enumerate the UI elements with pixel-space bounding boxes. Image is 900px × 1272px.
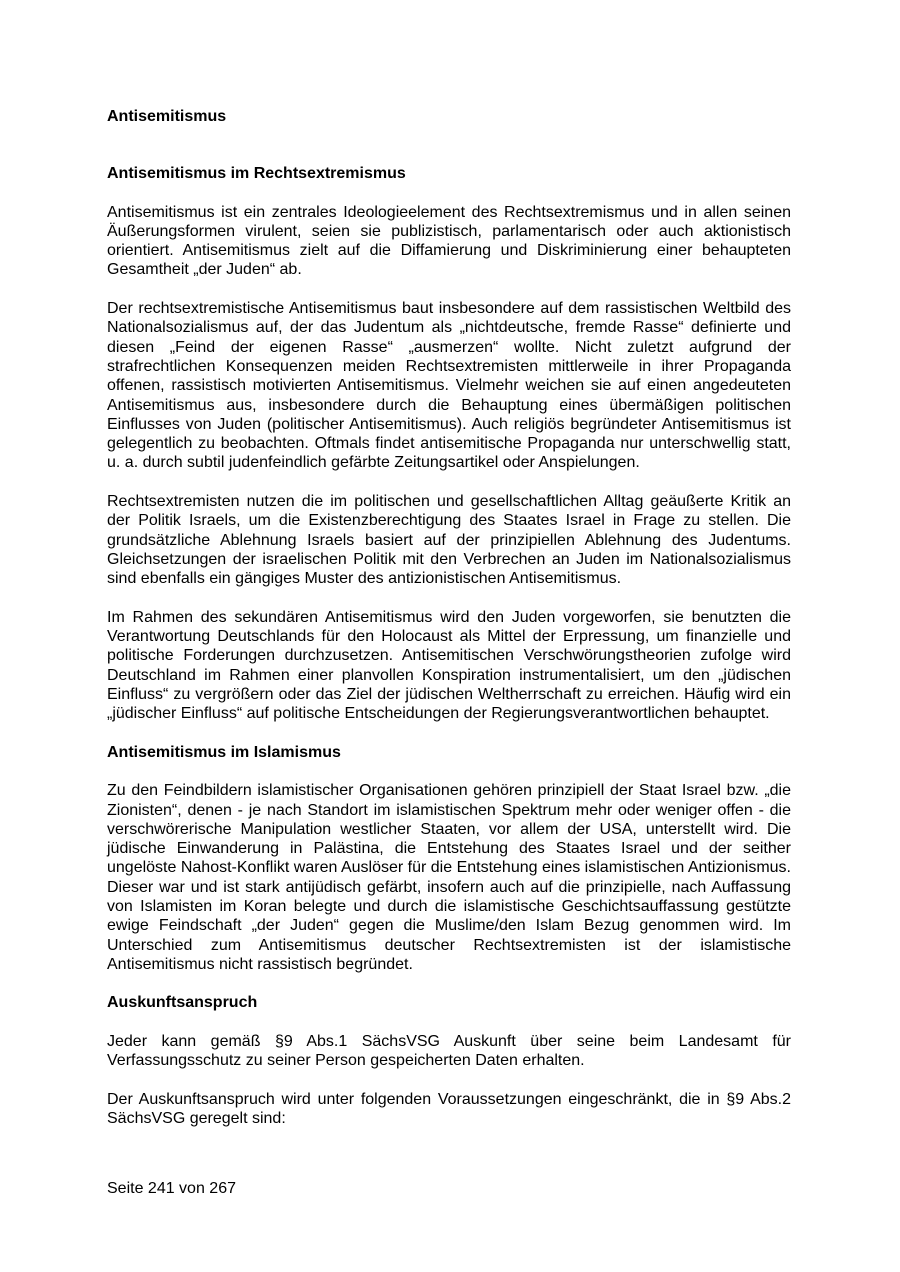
paragraph: Im Rahmen des sekundären Antisemitismus wird den Juden vorgeworfen, sie benutzten die Verantwortung Deutschlands für den Holocaust als Mittel der Erpressung, um finanzielle und politische Forderungen durchzusetzen. Antisemitischen Verschwörungstheorien zufolge wird Deutschland im Rahmen einer planvollen Konspiration instrumentalisiert, um den „jüdischen Einfluss“ zu vergrößern oder das Ziel der jüdischen Weltherrschaft zu erreichen. Häufig wird ein „jüdischer Einfluss“ auf politische Entscheidungen der Regierungsverantwortlichen behauptet. <box>107 608 791 723</box>
section-heading: Antisemitismus im Rechtsextremismus <box>107 165 406 183</box>
document-body <box>107 107 791 1148</box>
paragraph: Zu den Feindbildern islamistischer Organisationen gehören prinzipiell der Staat Israel bzw. „die Zionisten“, denen - je nach Standort im islamistischen Spektrum mehr oder weniger offen - die verschwörerische Manipulation westlicher Staaten, vor allem der USA, unterstellt wird. Die jüdische Einwanderung in Palästina, die Entstehung des Staates Israel und der seither ungelöste Nahost-Konflikt waren Auslöser für die Entstehung eines islamistischen Antizionismus. Dieser war und ist stark antijüdisch gefärbt, insofern auch auf die prinzipielle, nach Auffassung von Islamisten im Koran belegte und durch die islamistische Geschichtsauffassung gestützte ewige Feindschaft „der Juden“ gegen die Muslime/den Islam Bezug genommen wird. Im Unterschied zum Antisemitismus deutscher Rechtsextremisten ist der islamistische Antisemitismus nicht rassistisch begründet. <box>107 782 791 973</box>
paragraph: Antisemitismus ist ein zentrales Ideologieelement des Rechtsextremismus und in allen seinen Äußerungsformen virulent, seien sie publizistisch, parlamentarisch oder auch aktionistisch orientiert. Antisemitismus zielt auf die Diffamierung und Diskriminierung einer behaupteten Gesamtheit „der Juden“ ab. <box>107 203 791 279</box>
section-heading: Auskunftsanspruch <box>107 994 258 1012</box>
section-islamismus <box>107 743 791 974</box>
page-number-footer: Seite 241 von 267 <box>107 1180 236 1197</box>
section-auskunftsanspruch <box>107 993 791 1128</box>
paragraph: Der Auskunftsanspruch wird unter folgenden Voraussetzungen eingeschränkt, die in §9 Abs.2 SächsVSG geregelt sind: <box>107 1090 791 1127</box>
section-rechtsextremismus <box>107 164 791 723</box>
paragraph: Rechtsextremisten nutzen die im politischen und gesellschaftlichen Alltag geäußerte Kritik an der Politik Israels, um die Existenzberechtigung des Staates Israel in Frage zu stellen. Die grundsätzliche Ablehnung Israels basiert auf der prinzipiellen Ablehnung des Judentums. Gleichsetzungen der israelischen Politik mit den Verbrechen an Juden im Nationalsozialismus sind ebenfalls ein gängiges Muster des antizionistischen Antisemitismus. <box>107 493 791 588</box>
section-heading: Antisemitismus im Islamismus <box>107 743 341 761</box>
paragraph: Jeder kann gemäß §9 Abs.1 SächsVSG Auskunft über seine beim Landesamt für Verfassungsschutz zu seiner Person gespeicherten Daten erhalten. <box>107 1032 791 1070</box>
paragraph: Der rechtsextremistische Antisemitismus baut insbesondere auf dem rassistischen Weltbild des Nationalsozialismus auf, der das Judentum als „nichtdeutsche, fremde Rasse“ definierte und diesen „Feind der eigenen Rasse“ „ausmerzen“ wollte. Nicht zuletzt aufgrund der strafrechtlichen Konsequenzen meiden Rechtsextremisten mittlerweile in ihrer Propaganda offenen, rassistisch motivierten Antisemitismus. Vielmehr weichen sie auf einen angedeuteten Antisemitismus aus, insbesondere durch die Behauptung eines übermäßigen politischen Einflusses von Juden (politischer Antisemitismus). Auch religiös begründeter Antisemitismus ist gelegentlich zu beobachten. Oftmals findet antisemitische Propaganda nur unterschwellig statt, u. a. durch subtil judenfeindlich gefärbte Zeitungsartikel oder Anspielungen. <box>107 300 791 472</box>
document-title: Antisemitismus <box>107 108 227 125</box>
